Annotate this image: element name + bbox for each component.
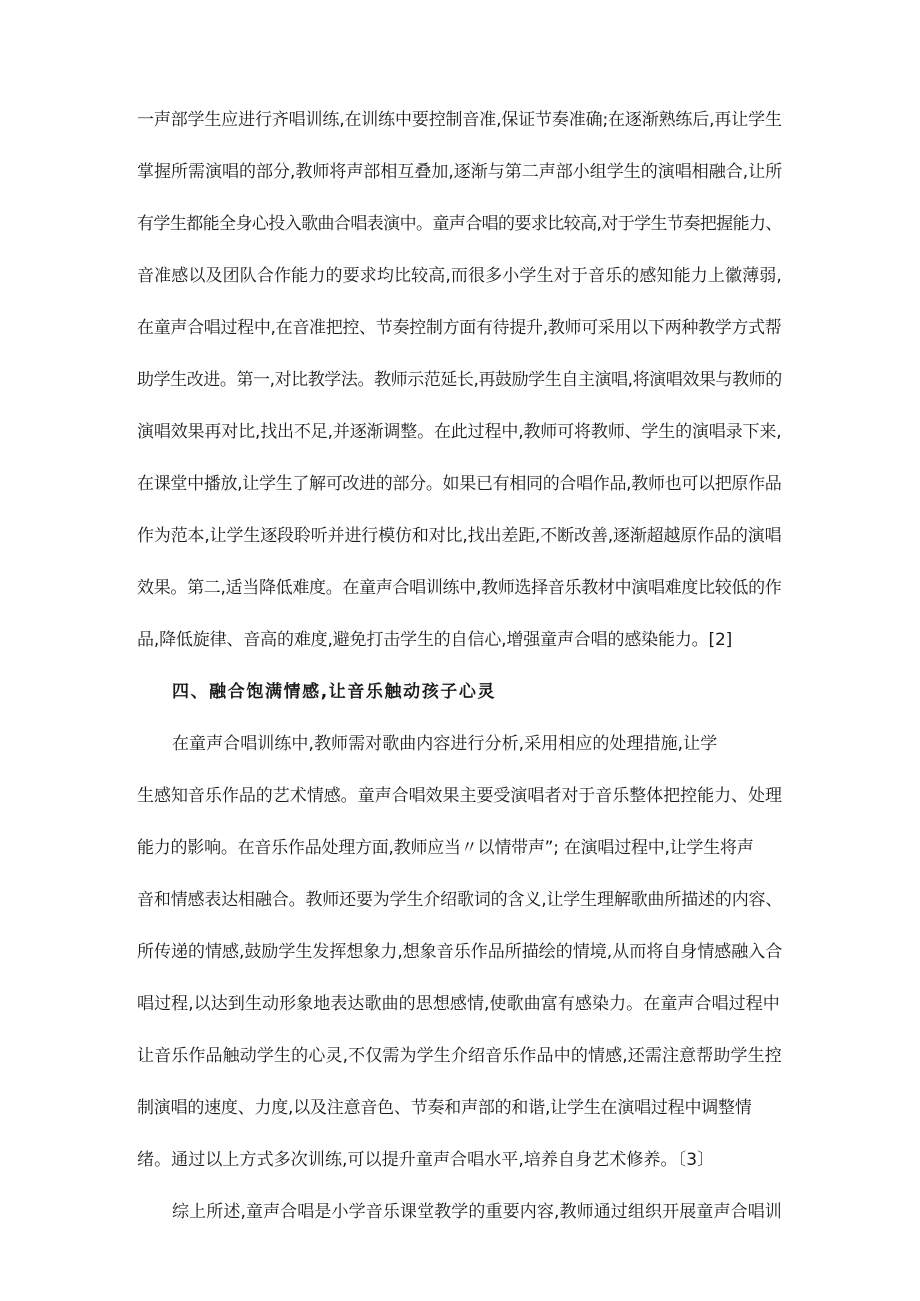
paragraph-line: 效果。第二,适当降低难度。在童声合唱训练中,教师选择音乐教材中演唱难度比较低的作 [137, 578, 782, 598]
paragraph-line: 唱过程,以达到生动形象地表达歌曲的思想感情,使歌曲富有感染力。在童声合唱过程中 [137, 994, 780, 1014]
paragraph-line: 在童声合唱过程中,在音准把控、节奏控制方面有待提升,教师可采用以下两种教学方式帮 [137, 318, 782, 338]
paragraph-line: 一声部学生应进行齐唱训练,在训练中要控制音准,保证节奏准确;在逐渐熟练后,再让学生 [137, 110, 782, 130]
paragraph-line: 制演唱的速度、力度,以及注意音色、节奏和声部的和谐,让学生在演唱过程中调整情 [137, 1098, 752, 1118]
paragraph-line: 在童声合唱训练中,教师需对歌曲内容进行分析,采用相应的处理措施,让学 [172, 734, 718, 754]
paragraph-line: 生感知音乐作品的艺术情感。童声合唱效果主要受演唱者对于音乐整体把控能力、处理 [137, 786, 782, 806]
paragraph-line: 所传递的情感,鼓励学生发挥想象力,想象音乐作品所描绘的情境,从而将自身情感融入合 [137, 942, 783, 962]
paragraph-line: 能力的影响。在音乐作品处理方面,教师应当〃以情带声”; 在演唱过程中,让学生将声 [137, 838, 754, 858]
paragraph-line: 绪。通过以上方式多次训练,可以提升童声合唱水平,培养自身艺术修养。〔3〕 [137, 1150, 715, 1170]
paragraph-line: 在课堂中播放,让学生了解可改进的部分。如果已有相同的合唱作品,教师也可以把原作品 [137, 474, 782, 494]
paragraph-line: 音准感以及团队合作能力的要求均比较高,而很多小学生对于音乐的感知能力上徽薄弱, [137, 266, 782, 286]
paragraph-line: 掌握所需演唱的部分,教师将声部相互叠加,逐渐与第二声部小组学生的演唱相融合,让所 [137, 162, 783, 182]
paragraph-line: 作为范本,让学生逐段聆听并进行模仿和对比,找出差距,不断改善,逐渐超越原作品的演唱 [137, 526, 782, 546]
paragraph-line: 综上所述,童声合唱是小学音乐课堂教学的重要内容,教师通过组织开展童声合唱训 [172, 1202, 782, 1222]
paragraph-line: 有学生都能全身心投入歌曲合唱表演中。童声合唱的要求比较高,对于学生节奏把握能力、 [137, 214, 782, 234]
paragraph-line: 品,降低旋律、音高的难度,避免打击学生的自信心,增强童声合唱的感染能力。[2] [137, 630, 733, 650]
paragraph-line: 演唱效果再对比,找出不足,并逐渐调整。在此过程中,教师可将教师、学生的演唱录下来, [137, 422, 782, 442]
paragraph-line: 让音乐作品触动学生的心灵,不仅需为学生介绍音乐作品中的情感,还需注意帮助学生控 [137, 1046, 782, 1066]
paragraph-line: 助学生改进。第一,对比教学法。教师示范延长,再鼓励学生自主演唱,将演唱效果与教师的 [137, 370, 782, 390]
section-heading: 四、融合饱满情感,让音乐触动孩子心灵 [172, 682, 497, 702]
paragraph-line: 音和情感表达相融合。教师还要为学生介绍歌词的含义,让学生理解歌曲所描述的内容、 [137, 890, 783, 910]
